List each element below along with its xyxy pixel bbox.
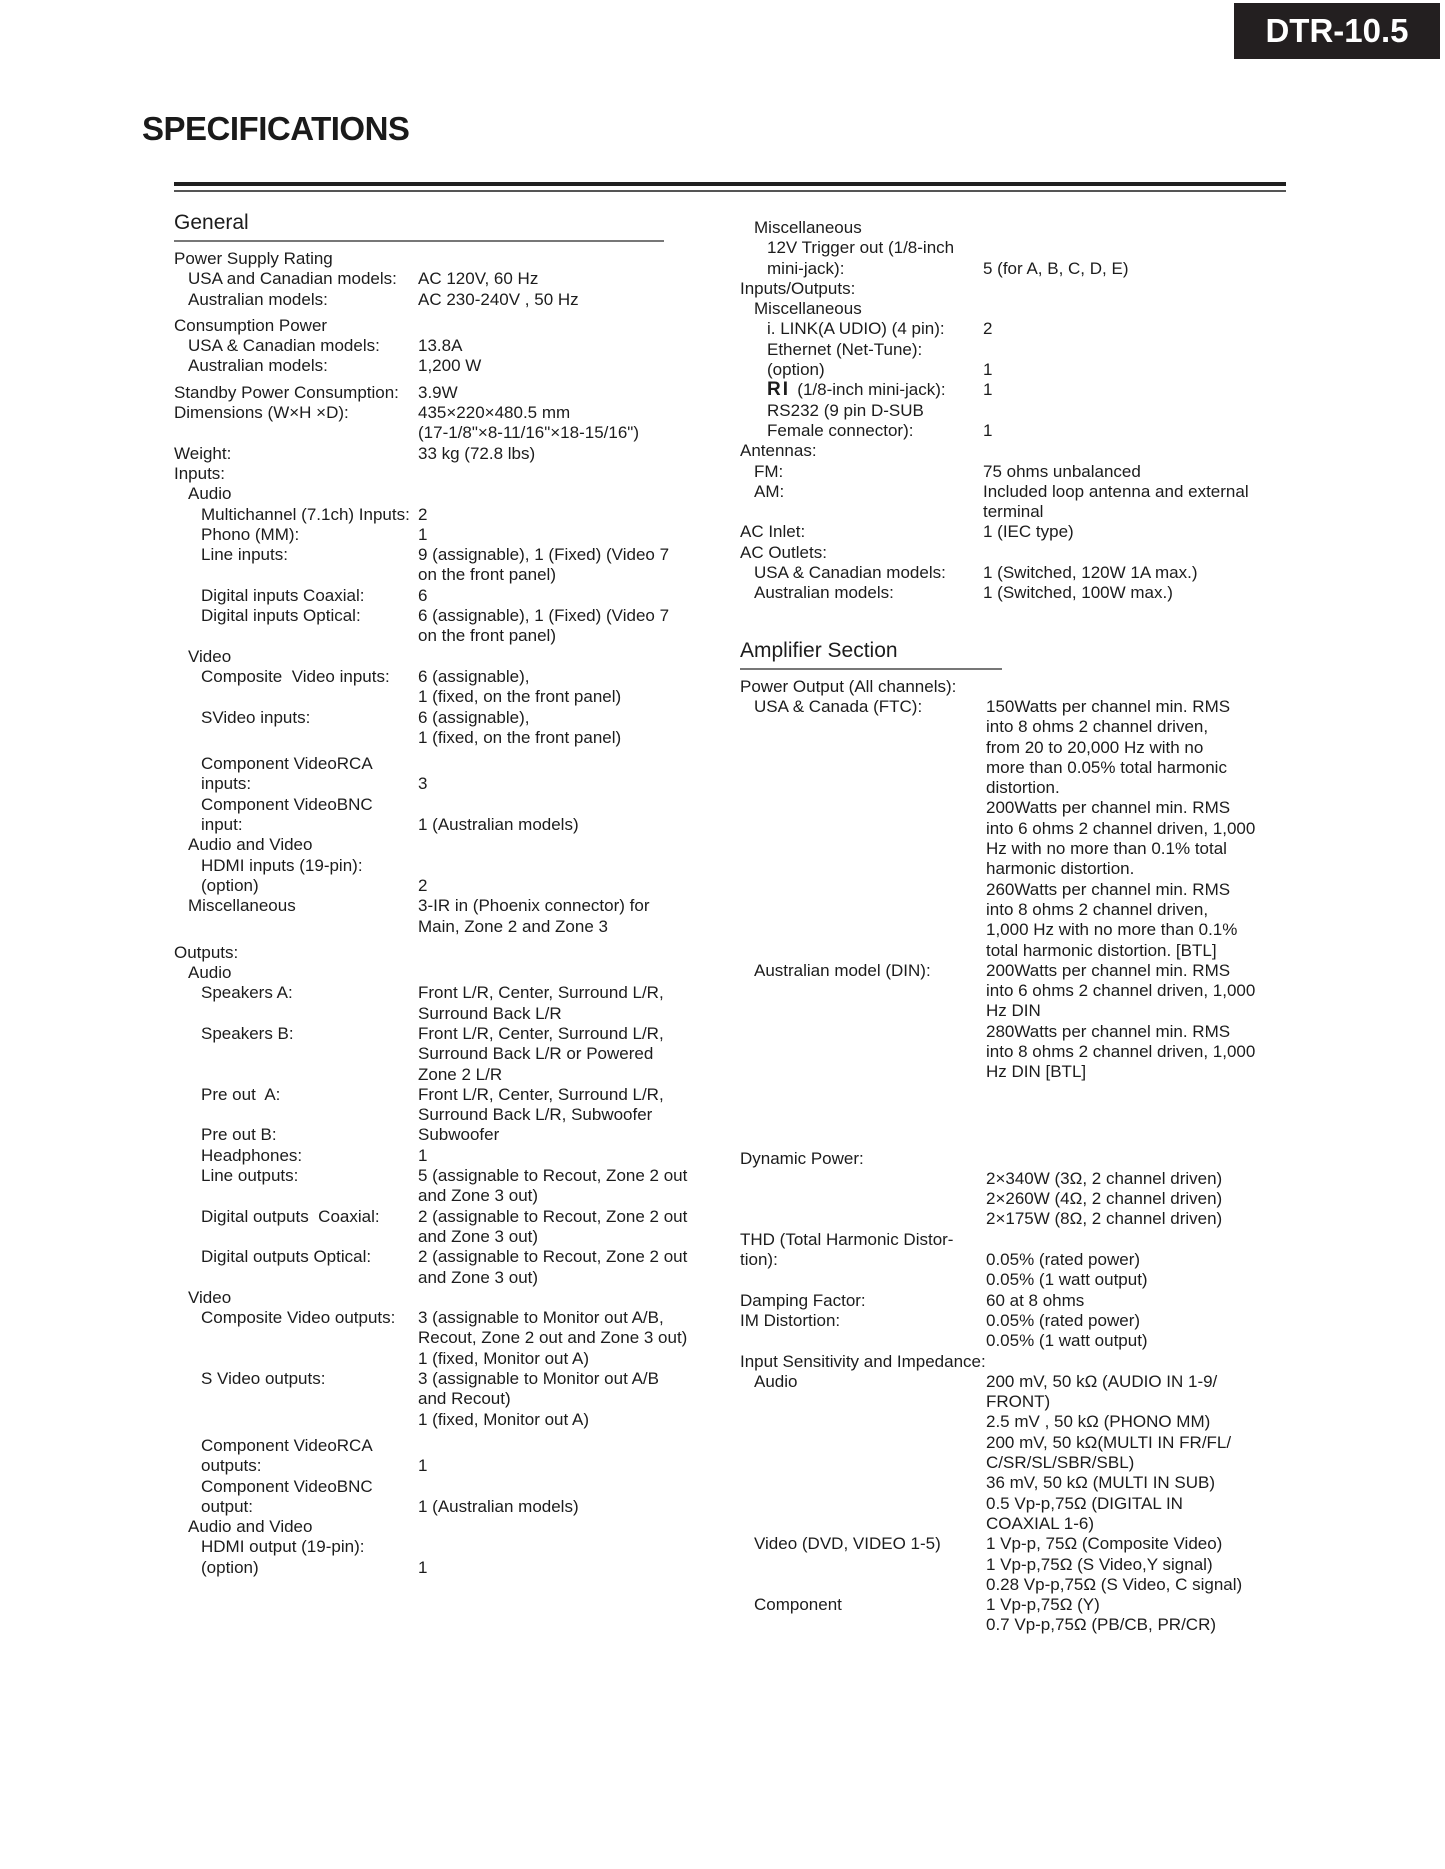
spec-value — [418, 316, 719, 336]
spec-value: AC 230-240V , 50 Hz — [418, 289, 579, 309]
spec-value — [983, 218, 1300, 238]
spec-row — [174, 1537, 719, 1578]
spec-row — [174, 525, 719, 545]
spec-label — [174, 1436, 418, 1477]
spec-value — [418, 1288, 719, 1308]
spec-value: 1 (Switched, 120W 1A max.) — [983, 563, 1198, 583]
spec-row — [740, 380, 1300, 400]
spec-value: 6 (assignable), 1 (fixed, on the front panel) — [418, 666, 622, 707]
spec-label — [174, 356, 418, 376]
section-title-general: General — [174, 210, 664, 242]
spec-label — [174, 464, 418, 484]
spec-label — [174, 1247, 418, 1288]
spec-value: 3 (assignable to Monitor out A/B, Recout, Zone 2 out and Zone 3 out) 1 (fixed, Monitor out A) — [418, 1308, 688, 1368]
spec-label-text: Standby Power Consumption: — [174, 382, 399, 402]
spec-label-text: RS232 (9 pin D-SUB Female connector): — [767, 400, 924, 440]
spec-row — [174, 795, 719, 836]
spec-value: 6 — [418, 585, 428, 605]
spec-label-text: Component VideoBNC output: — [201, 1476, 373, 1516]
ri-remote-interactive-icon: RI — [767, 379, 798, 401]
spec-label — [174, 1024, 418, 1085]
spec-label — [740, 1149, 986, 1230]
spec-row — [740, 1311, 1300, 1352]
spec-row — [174, 290, 719, 310]
spec-label — [174, 484, 418, 504]
spec-label-text: Headphones: — [201, 1145, 303, 1165]
spec-label — [174, 754, 418, 795]
spec-label — [740, 1595, 986, 1636]
spec-label — [740, 401, 983, 442]
spec-row — [740, 563, 1300, 583]
spec-row — [740, 441, 1300, 461]
spec-value: 6 (assignable), 1 (fixed, on the front panel) — [418, 707, 622, 747]
spec-label — [740, 583, 983, 603]
spec-row — [740, 1595, 1300, 1636]
spec-label-text: USA & Canadian models: — [188, 336, 380, 356]
spec-row — [174, 444, 719, 464]
spec-label-text: Antennas: — [740, 441, 817, 461]
spec-row — [174, 336, 719, 356]
spec-row — [740, 401, 1300, 442]
spec-label-text: Speakers A: — [201, 983, 293, 1003]
spec-label — [174, 505, 418, 525]
spec-row — [740, 340, 1300, 381]
spec-row — [740, 319, 1300, 339]
spec-row — [740, 543, 1300, 563]
spec-label-text: IM Distortion: — [740, 1310, 841, 1330]
spec-label-text: Pre out A: — [201, 1084, 281, 1104]
spec-value: Subwoofer — [418, 1125, 500, 1145]
spec-row — [174, 505, 719, 525]
spec-label-text: Inputs/Outputs: — [740, 278, 856, 298]
spec-label — [174, 249, 418, 269]
spec-label-text: i. LINK(A UDIO) (4 pin): — [767, 319, 945, 339]
spec-label — [740, 543, 983, 563]
spec-label-text: Dimensions (W×H ×D): — [174, 403, 349, 423]
spec-value — [418, 963, 719, 983]
spec-row — [174, 545, 719, 586]
spec-value: 1 (Switched, 100W max.) — [983, 583, 1173, 603]
spec-value: Front L/R, Center, Surround L/R, Surround Back L/R or Powered Zone 2 L/R — [418, 1023, 664, 1084]
spec-label-text: HDMI output (19-pin): (option) — [201, 1537, 365, 1577]
spec-row — [740, 482, 1300, 523]
spec-label-text: Composite Video inputs: — [201, 666, 390, 686]
spec-label-text: Australian models: — [188, 356, 328, 376]
spec-value: 1 — [983, 420, 993, 440]
spec-value: 1 — [418, 1557, 428, 1577]
spec-value: 3 (assignable to Monitor out A/B and Recout) 1 (fixed, Monitor out A) — [418, 1369, 659, 1429]
spec-label — [740, 380, 983, 400]
spec-label — [174, 1308, 418, 1369]
spec-value: 150Watts per channel min. RMS into 8 ohms 2 channel driven, from 20 to 20,000 Hz with no more than 0.05% total harmonic distortion. 200Watts per channel min. RMS into 6 ohms 2 channel driven, 1,000 Hz with no more than 0.1% total harmonic distortion. 260Watts per channel min. RMS into 8 ohms 2 channel driven, 1,000 Hz with no more than 0.1% total harmonic distortion. [BTL] — [986, 696, 1256, 960]
spec-label-text: Weight: — [174, 443, 232, 463]
spec-label-text: Power Output (All channels): — [740, 676, 957, 696]
spec-label — [174, 444, 418, 464]
spec-label-text: Digital inputs Coaxial: — [201, 585, 365, 605]
spec-row — [740, 1372, 1300, 1534]
spec-label — [174, 403, 418, 444]
spec-label — [174, 269, 418, 289]
spec-label-text: USA & Canadian models: — [754, 563, 946, 583]
spec-value: 75 ohms unbalanced — [983, 461, 1141, 481]
spec-label-text: Ethernet (Net-Tune): (option) — [767, 339, 923, 380]
spec-label — [174, 667, 418, 708]
spec-label — [740, 563, 983, 583]
spec-value — [418, 835, 719, 855]
spec-label — [740, 1372, 986, 1534]
spec-label — [174, 708, 418, 749]
spec-row — [174, 484, 719, 504]
spec-value: 2 (assignable to Recout, Zone 2 out and Zone 3 out) — [418, 1247, 688, 1287]
spec-row — [174, 1247, 719, 1288]
spec-value — [418, 647, 719, 667]
spec-label — [174, 1166, 418, 1207]
spec-value — [983, 279, 1300, 299]
page-title: SPECIFICATIONS — [142, 110, 410, 147]
spec-row — [740, 299, 1300, 319]
spec-row — [740, 1534, 1300, 1595]
spec-label-text: Component VideoRCA outputs: — [201, 1435, 373, 1476]
spec-label-text: Audio and Video — [188, 835, 313, 855]
spec-value: 60 at 8 ohms — [986, 1290, 1085, 1310]
spec-label — [174, 1207, 418, 1248]
spec-row — [174, 1024, 719, 1085]
spec-label — [174, 856, 418, 897]
spec-row — [174, 667, 719, 708]
spec-label — [174, 336, 418, 356]
spec-row — [740, 522, 1300, 542]
spec-row — [174, 1436, 719, 1477]
spec-value: 1 — [418, 1456, 428, 1476]
left-column — [174, 210, 719, 1578]
spec-value: 1 Vp-p,75Ω (Y) 0.7 Vp-p,75Ω (PB/CB, PR/CR) — [986, 1595, 1217, 1635]
spec-label — [174, 1125, 418, 1145]
spec-label-text: Miscellaneous — [188, 896, 296, 916]
spec-label-text: Line outputs: — [201, 1166, 299, 1186]
spec-row — [740, 1352, 1300, 1372]
spec-label — [740, 279, 983, 299]
spec-row — [174, 835, 719, 855]
spec-value: 33 kg (72.8 lbs) — [418, 443, 536, 463]
spec-label — [174, 1537, 418, 1578]
spec-value: 0.05% (rated power) 0.05% (1 watt output) — [986, 1250, 1148, 1290]
spec-label — [740, 482, 983, 523]
spec-row — [174, 943, 719, 963]
spec-label-text: Pre out B: — [201, 1125, 277, 1145]
spec-value: 2 — [418, 504, 428, 524]
spec-value: 200Watts per channel min. RMS into 6 ohms 2 channel driven, 1,000 Hz DIN 280Watts per channel min. RMS into 8 ohms 2 channel driven, 1,000 Hz DIN [BTL] — [986, 960, 1256, 1082]
spec-label — [740, 1291, 986, 1311]
spec-label — [740, 441, 983, 461]
spec-label-text: Video — [188, 646, 232, 666]
spec-label — [174, 1517, 418, 1537]
spec-row — [174, 1308, 719, 1369]
spec-value: 5 (assignable to Recout, Zone 2 out and Zone 3 out) — [418, 1166, 688, 1206]
spec-label — [174, 896, 418, 937]
spec-label-text: Digital inputs Optical: — [201, 606, 361, 626]
spec-value: 435×220×480.5 mm (17-1/8"×8-11/16"×18-15/16") — [418, 403, 639, 443]
spec-label-text: Miscellaneous — [754, 218, 862, 237]
spec-label-text: Input Sensitivity and Impedance: — [740, 1351, 986, 1371]
spec-label — [174, 943, 418, 963]
spec-label-text: AC Outlets: — [740, 542, 827, 562]
spec-label-text: Dynamic Power: — [740, 1148, 864, 1168]
spec-value: 1 (Australian models) — [418, 815, 579, 835]
spec-label — [174, 316, 418, 336]
spec-label-text: (1/8-inch mini-jack): — [797, 380, 946, 400]
title-rule-thin — [174, 190, 1286, 192]
spec-label-text: Video (DVD, VIDEO 1-5) — [754, 1534, 941, 1554]
spec-label — [740, 1311, 986, 1352]
model-badge: DTR-10.5 — [1234, 3, 1440, 59]
spec-value: 3 — [418, 774, 428, 794]
spec-value: 5 (for A, B, C, D, E) — [983, 258, 1129, 278]
spec-row — [174, 316, 719, 336]
spec-value: 200 mV, 50 kΩ (AUDIO IN 1-9/ FRONT) 2.5 mV , 50 kΩ (PHONO MM) 200 mV, 50 kΩ(MULTI IN FR/FL/ C/SR/SL/SBR/SBL) 36 mV, 50 kΩ (MULTI IN SUB) 0.5 Vp-p,75Ω (DIGITAL IN COAXIAL 1-6) — [986, 1371, 1232, 1533]
spec-row — [174, 383, 719, 403]
spec-row — [174, 1125, 719, 1145]
spec-row — [174, 754, 719, 795]
spec-label-text: THD (Total Harmonic Distor- tion): — [740, 1229, 954, 1270]
spec-row — [174, 1477, 719, 1518]
spec-label-text: Australian models: — [188, 289, 328, 309]
spec-label — [174, 647, 418, 667]
spec-value — [983, 441, 1300, 461]
spec-label — [740, 462, 983, 482]
spec-row — [174, 896, 719, 937]
spec-label-text: Inputs: — [174, 463, 226, 483]
spec-value: Front L/R, Center, Surround L/R, Surround Back L/R — [418, 983, 664, 1023]
spec-row — [174, 647, 719, 667]
spec-value: 9 (assignable), 1 (Fixed) (Video 7 on the front panel) — [418, 545, 670, 585]
spec-label — [174, 525, 418, 545]
spec-row — [740, 279, 1300, 299]
spec-label-text: Power Supply Rating — [174, 249, 333, 268]
spec-label-text: HDMI inputs (19-pin): (option) — [201, 855, 363, 895]
spec-value — [418, 1517, 719, 1537]
spec-label — [174, 1085, 418, 1126]
spec-label — [174, 1288, 418, 1308]
spec-label — [174, 606, 418, 647]
spec-label — [174, 1146, 418, 1166]
spec-value — [983, 543, 1300, 563]
spec-row — [174, 856, 719, 897]
spec-label — [740, 340, 983, 381]
spec-value — [418, 943, 719, 963]
spec-row — [174, 464, 719, 484]
spec-label-text: Miscellaneous — [754, 299, 862, 319]
spec-label — [740, 697, 986, 961]
section-title-amplifier: Amplifier Section — [740, 638, 1002, 670]
spec-label — [174, 983, 418, 1024]
spec-row — [740, 1291, 1300, 1311]
spec-value: 1 — [983, 360, 993, 380]
spec-label-text: SVideo inputs: — [201, 707, 311, 727]
spec-label — [174, 795, 418, 836]
spec-value — [983, 299, 1300, 319]
spec-row — [740, 238, 1300, 279]
spec-row — [174, 1517, 719, 1537]
spec-label-text: S Video outputs: — [201, 1369, 326, 1389]
spec-value: 1 — [418, 1145, 428, 1165]
spec-value: 0.05% (rated power) 0.05% (1 watt output) — [986, 1310, 1148, 1351]
spec-label-text: Outputs: — [174, 942, 239, 962]
spec-label — [174, 545, 418, 586]
spec-label-text: Composite Video outputs: — [201, 1308, 396, 1328]
spec-row — [740, 1149, 1300, 1230]
general-spec-list — [174, 249, 719, 1578]
spec-label — [174, 290, 418, 310]
spec-row — [174, 1166, 719, 1207]
spec-label — [174, 1477, 418, 1518]
spec-value: 13.8A — [418, 336, 463, 356]
spec-label — [740, 218, 983, 238]
spec-label-text: Audio — [188, 963, 232, 983]
spec-row — [174, 708, 719, 749]
spec-row — [740, 677, 1300, 697]
spec-value — [418, 484, 719, 504]
spec-row — [174, 1207, 719, 1248]
spec-label-text: 12V Trigger out (1/8-inch mini-jack): — [767, 238, 955, 278]
spec-label — [174, 963, 418, 983]
spec-row — [174, 963, 719, 983]
spec-row — [174, 1085, 719, 1126]
spec-row — [174, 586, 719, 606]
spec-label-text: Video — [188, 1287, 232, 1307]
spec-label-text: Line inputs: — [201, 545, 288, 565]
spec-label-text: Australian model (DIN): — [754, 960, 931, 980]
spec-label — [740, 1352, 986, 1372]
spec-label — [740, 1534, 986, 1595]
spec-label — [174, 586, 418, 606]
spec-label-text: Audio and Video — [188, 1517, 313, 1537]
spec-value: 3.9W — [418, 382, 458, 402]
spec-label-text: USA & Canada (FTC): — [754, 696, 923, 716]
spec-value: 6 (assignable), 1 (Fixed) (Video 7 on the front panel) — [418, 606, 670, 646]
spec-row — [740, 218, 1300, 238]
spec-label-text: Audio — [754, 1371, 798, 1391]
spec-label — [174, 835, 418, 855]
spec-row — [174, 269, 719, 289]
spec-label-text: AC Inlet: — [740, 522, 806, 542]
spec-row — [740, 697, 1300, 961]
spec-label-text: Damping Factor: — [740, 1290, 866, 1310]
spec-value: 2 — [983, 319, 993, 339]
spec-label — [174, 1369, 418, 1430]
spec-label — [740, 677, 986, 697]
amplifier-spec-list — [740, 677, 1300, 1636]
spec-value: 1 Vp-p, 75Ω (Composite Video) 1 Vp-p,75Ω (S Video,Y signal) 0.28 Vp-p,75Ω (S Video, C signal) — [986, 1534, 1243, 1594]
spec-label-text: Component — [754, 1595, 842, 1615]
spec-value: 1 — [983, 380, 993, 400]
spec-label-text: Australian models: — [754, 583, 894, 603]
general-continued-spec-list — [740, 218, 1300, 604]
spec-row — [174, 1288, 719, 1308]
spec-value: 1 (Australian models) — [418, 1496, 579, 1516]
spec-value — [986, 677, 1300, 697]
spec-label-text: Speakers B: — [201, 1023, 294, 1043]
spec-row — [174, 356, 719, 376]
spec-row — [174, 606, 719, 647]
spec-value: 1,200 W — [418, 356, 482, 376]
spec-label — [740, 1230, 986, 1291]
spec-label-text: Phono (MM): — [201, 524, 300, 544]
spec-value — [986, 1352, 1300, 1372]
spec-row — [740, 462, 1300, 482]
spec-label — [740, 299, 983, 319]
spec-label-text: Consumption Power — [174, 315, 328, 335]
spec-value: 1 — [418, 524, 428, 544]
spec-value — [418, 249, 719, 269]
spec-label — [740, 319, 983, 339]
spec-label-text: Digital outputs Coaxial: — [201, 1206, 380, 1226]
spec-value: Front L/R, Center, Surround L/R, Surround Back L/R, Subwoofer — [418, 1084, 664, 1125]
spec-row — [174, 983, 719, 1024]
spec-value: 2 (assignable to Recout, Zone 2 out and Zone 3 out) — [418, 1206, 688, 1246]
spec-row — [174, 1146, 719, 1166]
spec-value — [418, 464, 719, 484]
spec-value: 2 — [418, 875, 428, 895]
title-rule-thick — [174, 182, 1286, 186]
spec-label — [740, 961, 986, 1083]
spec-value: AC 120V, 60 Hz — [418, 269, 539, 289]
spec-label-text: USA and Canadian models: — [188, 269, 397, 289]
spec-row — [174, 1369, 719, 1430]
spec-row — [740, 583, 1300, 603]
spec-label-text: Digital outputs Optical: — [201, 1247, 372, 1267]
spec-row — [740, 1230, 1300, 1291]
spec-label-text: AM: — [754, 481, 785, 501]
spec-value: 2×340W (3Ω, 2 channel driven) 2×260W (4Ω, 2 channel driven) 2×175W (8Ω, 2 channel driven) — [986, 1168, 1223, 1229]
spec-row — [174, 249, 719, 269]
spec-label-text: FM: — [754, 461, 784, 481]
spec-value: Included loop antenna and external terminal — [983, 481, 1249, 522]
spec-value: 1 (IEC type) — [983, 522, 1074, 542]
spec-row — [740, 961, 1300, 1083]
spec-label-text: Component VideoRCA inputs: — [201, 754, 373, 794]
spec-label — [740, 238, 983, 279]
right-column — [740, 218, 1300, 1636]
spec-label — [174, 383, 418, 403]
spec-label-text: Component VideoBNC input: — [201, 794, 373, 835]
spec-row — [174, 403, 719, 444]
spec-value: 3-IR in (Phoenix connector) for Main, Zone 2 and Zone 3 — [418, 896, 650, 936]
spec-label-text: Multichannel (7.1ch) Inputs: — [201, 504, 410, 524]
spec-label — [740, 522, 983, 542]
spec-label-text: Audio — [188, 484, 232, 504]
